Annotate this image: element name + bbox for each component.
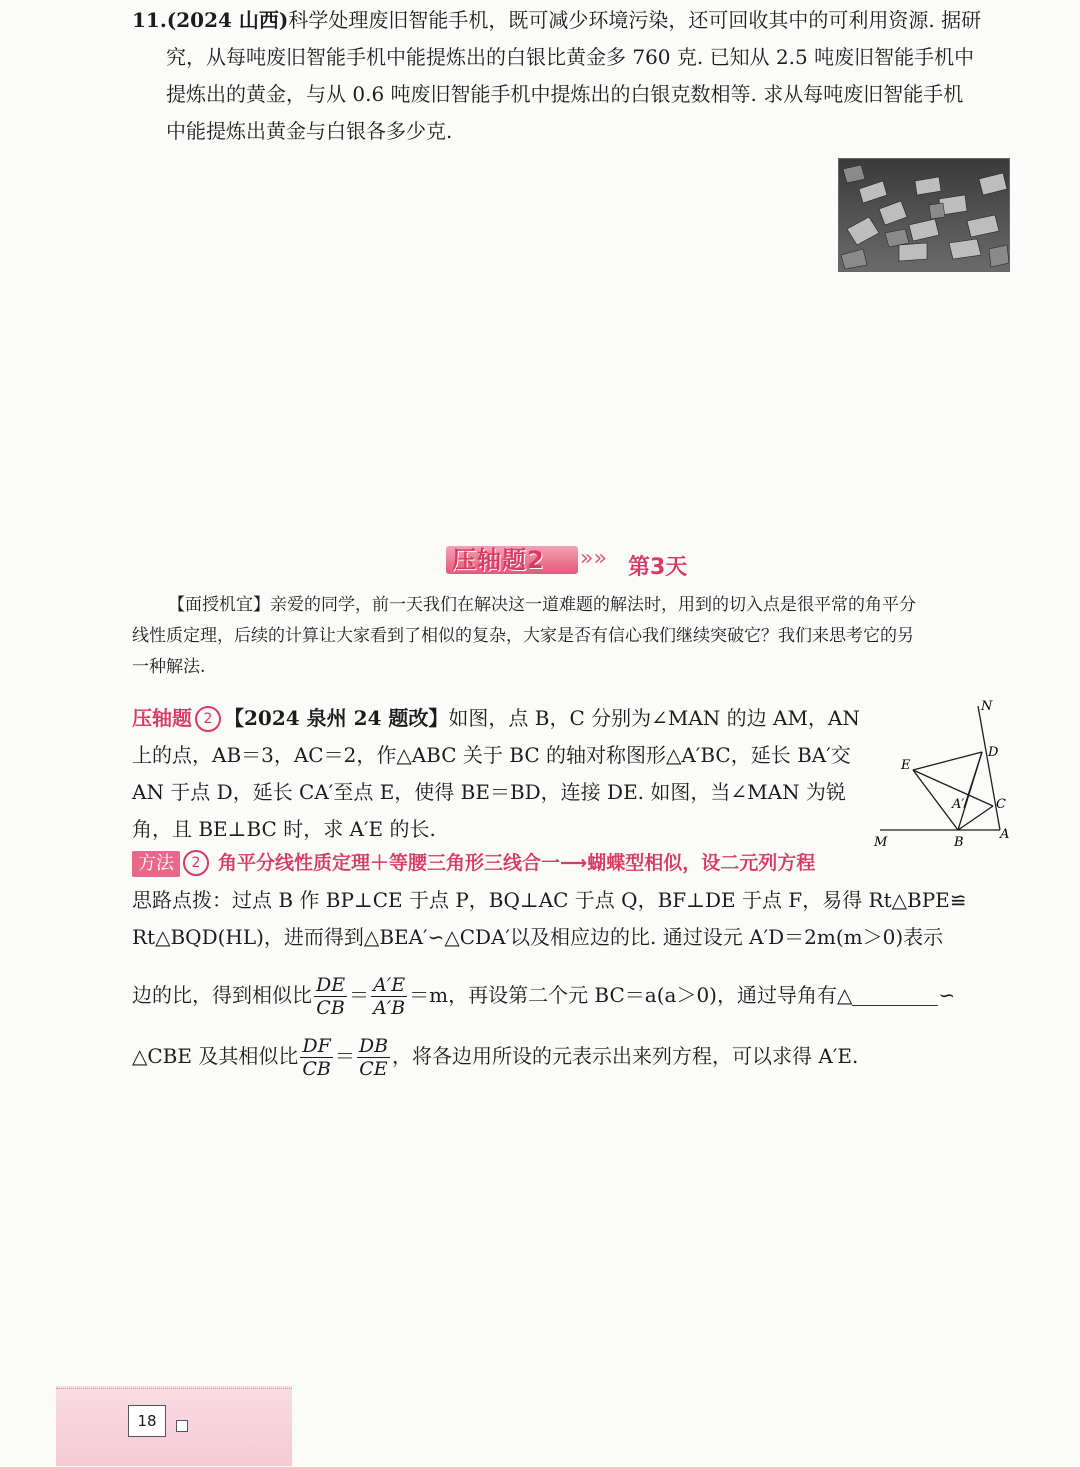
problem-line-4: 角，且 BE⊥BC 时，求 A′E 的长. — [132, 817, 436, 841]
problem-tag: 压轴题 — [132, 706, 192, 730]
footer-square — [176, 1420, 188, 1432]
problem-line-2: 上的点，AB＝3，AC＝2，作△ABC 关于 BC 的轴对称图形△A′BC，延长 BA′交 — [132, 743, 851, 767]
method-text: 角平分线性质定理＋等腰三角形三线合一⟶蝴蝶型相似，设二元列方程 — [218, 852, 816, 874]
geometry-figure — [868, 696, 1018, 856]
intro-line-3: 一种解法. — [132, 657, 206, 677]
intro-paragraph — [132, 590, 1012, 683]
hint-paragraph — [132, 882, 1012, 1080]
q11-line-3: 提炼出的黄金，与从 0.6 吨废旧智能手机中提炼出的白银克数相等. 求从每吨废旧智能手机 — [166, 82, 964, 106]
label-N: N — [981, 699, 993, 714]
problem-line-1: 压轴题 2 【2024 泉州 24 题改】如图，点 B，C 分别为∠MAN 的边 AM，AN — [132, 706, 860, 730]
question-11 — [132, 2, 1012, 150]
banner-arrows: »» — [580, 546, 607, 571]
method-number-badge: 2 — [183, 850, 209, 876]
line-ED — [913, 752, 982, 770]
problem-source: 【2024 泉州 24 题改】 — [224, 706, 449, 730]
hint-line-4: △CBE 及其相似比 $\frac{DF}{CB}$ ＝ $\frac{DB}{CE}$ ，将各边用所设的元表示出来列方程，可以求得 A′E. — [132, 1035, 859, 1080]
q11-line-2: 究，从每吨废旧智能手机中能提炼出的白银比黄金多 760 克. 已知从 2.5 吨废旧智能手机中 — [166, 45, 975, 69]
scrap-phones-photo — [838, 158, 1010, 272]
label-C: C — [996, 797, 1006, 812]
fraction-DF-CB: $\frac{DF}{CB}$ — [302, 1035, 331, 1080]
q11-line-4: 中能提炼出黄金与白银各多少克. — [166, 119, 453, 143]
hint-line-3: 边的比，得到相似比 $\frac{DE}{CB}$ ＝ $\frac{A'E}{A'B}$ ＝m，再设第二个元 BC＝a(a＞0)，通过导角有△ ∽ — [132, 974, 956, 1019]
label-B: B — [954, 835, 964, 850]
method-heading — [132, 848, 892, 878]
intro-line-1: 【面授机宜】亲爱的同学，前一天我们在解决这一道难题的解法时，用到的切入点是很平常的角平分 — [168, 595, 916, 615]
footer-band — [56, 1386, 292, 1466]
label-D: D — [988, 745, 999, 760]
label-A: A — [1000, 827, 1010, 842]
banner-title: 压轴题2 — [452, 546, 545, 574]
problem-number-badge: 2 — [195, 706, 221, 732]
label-M: M — [874, 835, 888, 850]
section-banner — [446, 540, 706, 580]
footer-dotted-line — [56, 1388, 292, 1389]
banner-day: 第3天 — [628, 555, 688, 580]
label-E: E — [901, 758, 911, 773]
intro-line-2: 线性质定理，后续的计算让大家看到了相似的复杂，大家是否有信心我们继续突破它？我们来思考它的另 — [132, 626, 914, 646]
hint-line-2: Rt△BQD(HL)，进而得到△BEA′∽△CDA′以及相应边的比. 通过设元 A′D＝2m(m＞0)表示 — [132, 925, 944, 949]
fraction-DE-CB: $\frac{DE}{CB}$ — [316, 974, 346, 1019]
fraction-DB-CE: $\frac{DB}{CE}$ — [358, 1035, 389, 1080]
hint-line-1: 思路点拨：过点 B 作 BP⊥CE 于点 P，BQ⊥AC 于点 Q，BF⊥DE 于点 F，易得 Rt△BPE≌ — [132, 888, 967, 912]
question-source: (2024 山西) — [166, 8, 289, 32]
page-number: 18 — [128, 1405, 166, 1437]
fraction-AE-AB: $\frac{A'E}{A'B}$ — [373, 974, 406, 1019]
q11-line-1: 11.(2024 山西)科学处理废旧智能手机，既可减少环境污染，还可回收其中的可利用资源. 据研 — [132, 8, 982, 32]
label-A-prime: A′ — [952, 797, 965, 812]
method-tag: 方法 — [132, 851, 180, 877]
question-number: 11. — [132, 8, 167, 32]
answer-blank[interactable] — [852, 983, 938, 1006]
problem-line-3: AN 于点 D，延长 CA′至点 E，使得 BE＝BD，连接 DE. 如图，当∠MAN 为锐 — [132, 780, 846, 804]
problem-statement — [132, 700, 862, 848]
